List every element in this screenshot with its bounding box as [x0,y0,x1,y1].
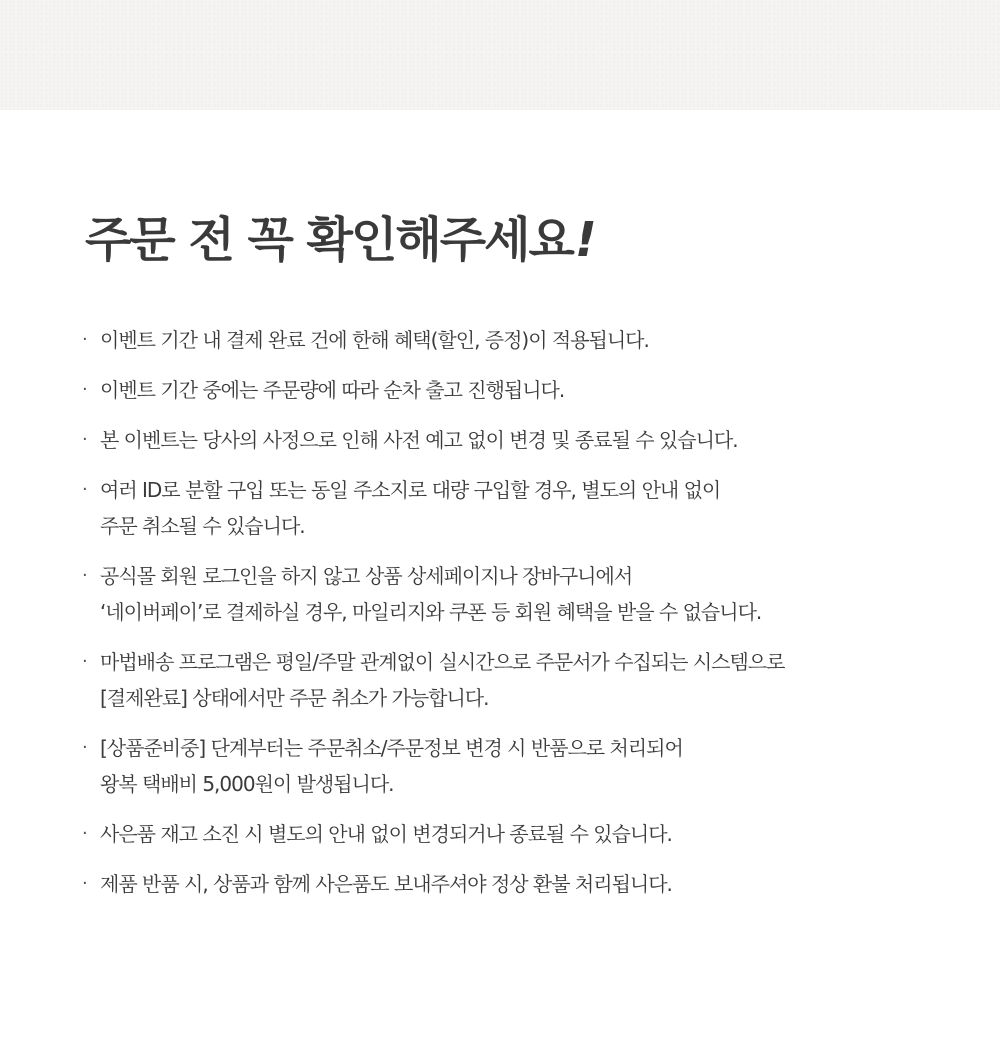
notice-text-continued: ‘네이버페이’로 결제하실 경우, 마일리지와 쿠폰 등 회원 혜택을 받을 수 없습니다. [100,600,762,624]
bullet-icon: · [82,329,87,350]
bullet-icon: · [82,873,87,894]
notice-text: 마법배송 프로그램은 평일/주말 관계없이 실시간으로 주문서가 수집되는 시스템으로 [100,650,785,674]
notice-item [80,866,960,902]
top-banner-texture [0,0,1000,110]
notice-item [80,644,960,716]
page-title-exclamation: ! [574,212,595,268]
notice-text: 이벤트 기간 중에는 주문량에 따라 순차 출고 진행됩니다. [100,378,565,402]
notice-text: 본 이벤트는 당사의 사정으로 인해 사전 예고 없이 변경 및 종료될 수 있습니다. [100,428,738,452]
notice-item [80,472,960,544]
bullet-icon: · [82,823,87,844]
bullet-icon: · [82,429,87,450]
notice-text: 제품 반품 시, 상품과 함께 사은품도 보내주셔야 정상 환불 처리됩니다. [100,872,672,896]
notice-text-continued: 주문 취소될 수 있습니다. [100,514,305,538]
bullet-icon: · [82,479,87,500]
notice-item [80,422,960,458]
notice-text: 이벤트 기간 내 결제 완료 건에 한해 혜택(할인, 증정)이 적용됩니다. [100,328,649,352]
notice-text-continued: [결제완료] 상태에서만 주문 취소가 가능합니다. [100,686,489,710]
notice-text: 여러 ID로 분할 구입 또는 동일 주소지로 대량 구입할 경우, 별도의 안내 없이 [100,478,721,502]
notice-item [80,558,960,630]
notice-list [80,322,960,916]
bullet-icon: · [82,737,87,758]
notice-item [80,372,960,408]
bullet-icon: · [82,565,87,586]
notice-text: [상품준비중] 단계부터는 주문취소/주문정보 변경 시 반품으로 처리되어 [100,736,683,760]
notice-text: 공식몰 회원 로그인을 하지 않고 상품 상세페이지나 장바구니에서 [100,564,633,588]
notice-item [80,816,960,852]
notice-text-continued: 왕복 택배비 5,000원이 발생됩니다. [100,772,394,796]
page-title-text: 주문 전 꼭 확인해주세요 [85,212,573,268]
bullet-icon: · [82,651,87,672]
page-title [85,212,595,270]
bullet-icon: · [82,379,87,400]
notice-text: 사은품 재고 소진 시 별도의 안내 없이 변경되거나 종료될 수 있습니다. [100,822,672,846]
notice-item [80,322,960,358]
notice-item [80,730,960,802]
